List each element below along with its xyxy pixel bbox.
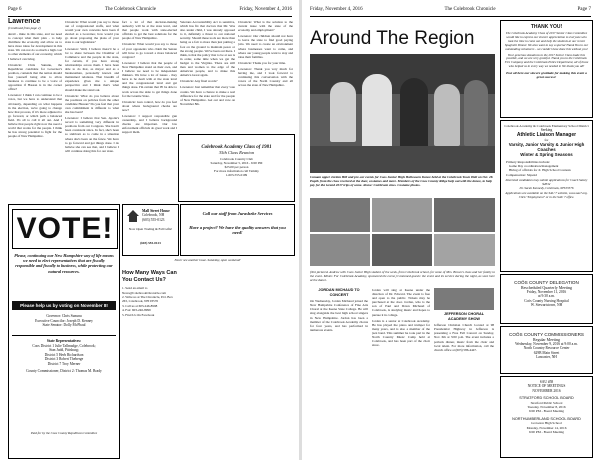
project-offer: Have a project? We have the quality answers that you need! [189,225,286,236]
job-school: Colebrook Academy & Colebrook Elementary School District [504,124,589,128]
vote-ad [8,204,120,459]
contact-item: 3. Call us at 603-246-8998 [122,303,158,308]
event-photo [310,234,370,266]
photo-grid [310,198,495,266]
vote-reps [12,339,116,373]
story-col-2 [372,288,430,456]
story-paragraph: Jordan will sing at Keene under the direction of Dr. Edward. The event is free and open to the public. Tickets may be purchased at the door. Jordan, who is the son of Paul and Dawn Michaud of Colebrook, is studying music and hopes to pursue it in college. [372,288,430,317]
article-paragraph: Chronicle: What do you believe about the positions on policies from the other candidate Hassan? Do you feel that your own commitment is different to what she has been? [65,93,119,114]
story-paragraph: On Wednesday, Jordan Michaud joined the New Hampshire Conference of Fine Arts Choral at the Keene State College. He will sing alongside the best high school singers in New Hampshire. Jordan has been a member of the Colebrook Academy chorus for four years, and has performed in numerous events. [310,299,368,332]
rep-name: Coos District 1 Julie Tallmadge, Colebrook; [32,343,96,348]
rep-name: Stan Judd, Pittsburg; [49,348,79,353]
rep-name: District 5 Herb Richardson [44,352,84,357]
contact-title: How Many Ways Can You Contact Us? [122,270,177,283]
delegation-town: W. Stewartstown, NH [530,303,563,308]
story-heading: JEFFERSON CHORAL ACADEMY SHOW [443,312,485,321]
left-page-header [8,7,292,17]
job-season: Winter & Spring Seasons [520,152,573,158]
event-photo [434,234,495,266]
thank-you-ad [500,20,593,118]
story-col-1 [310,288,368,456]
commissioners-address: 629B Main Street [533,350,560,355]
governor-name: Chris Sununu [62,314,82,318]
job-contact: Dr. Sarah Kennedy, Colebrook, NH 03576 [519,185,574,190]
board-date: Tuesday, November 8, 2016 [527,405,566,410]
right-page-header [310,7,591,17]
page-title: Around The Region [310,28,475,49]
sau-title: NOTICE OF MEETINGS [527,384,566,389]
article-paragraph: Lawrence: Just remember that every vote counts. We have a chance to make a real difference for the state and for the people of New Hampshire. Get out and vote on November 8th. [180,85,235,106]
reunion-title: Colebrook Academy Class of 1981 [201,145,272,150]
delegation-title: COÖS COUNTY DELEGATION [514,280,579,285]
continued-note: (Continued from page 2) [8,26,41,30]
reunion-when: Saturday, November 5, 2016 - 6:00 PM [210,161,263,165]
job-for: for [544,138,549,142]
reunion-location: Colebrook Country Club [220,157,253,161]
commissioners-subtitle: Regular Meeting [533,337,560,342]
article-paragraph: Lawrence: I believe that the people of New Hampshire stand on their own, and I believe we need to be independent thinkers. We have a lot of issues - they have to be dealt with at the state level and the congressional level and get things done. I'm certain that I'll be able to work across the aisle to get things done for the Granite State. [122,60,177,98]
rep-name: District 3 Robert Theberge [44,357,84,362]
paid-for-note: Paid for by the Coos County Republican Committee [30,431,98,435]
article-paragraph: Chronicle: What would you say to those of your opponents who claim the Senate will have to go toward a more balanced congress? [122,42,177,59]
commissioners-place: North Country Resource Center [523,346,570,351]
mall-street-note: Now Open Trading & Fall Gifts! [128,227,173,231]
project-tagline: Call our staff from Jurasheke Services [202,211,273,216]
contact-item: 2. Write us at The Chronicle, P.O. Box 263, Colebrook, NH 03576 [122,295,173,304]
dance-photo [310,54,495,173]
sau-subtitle: NOVEMBER 2016 [532,388,561,393]
job-duty: Hiring of officials for Jr. High School Contests [509,167,571,172]
mall-street-header [142,209,176,222]
article-paragraph: Lawrence: Well, I believe there'd be a lot to share between the Chamber of Commerce and the people in the state, for certain, if you have strong relationships across them. I have been able to do that, as mayor and as a businessman, personally known and maintained relations. That breadth of experience gives me a unique perspective and I think that's what should make me stand out. [65,46,119,92]
contact-list [122,286,177,317]
athletic-job-ad [500,120,593,272]
viewers-note: Never see another issue. Saturday, open weekend! [174,258,241,262]
job-apply: Interested candidates may submit applications for Coach Salary $28/hr [505,177,588,186]
reunion-contact: For more information call Tammy [214,169,259,173]
divider [12,335,116,336]
article-paragraph: Lawrence: Thank you very much for having me, and I look forward to continuing this conversation with the voters of the North Country and all across the state of New Hampshire. [238,66,293,88]
article-paragraph: Lawrence: Our children should not have to leave the state to find good paying jobs. We need to create an environment where businesses want to come, and where our young people want to stay and raise their families. [238,34,293,59]
article-paragraph: Chronicle: Thank you for your time. [238,60,286,65]
job-heading: Seeking [540,128,553,132]
reunion-subtitle: 35th Class Reunion [218,150,255,155]
thank-you-note: Your generous donations to the 2017 Senior Class made this possible, and we are very grateful. Thank you to the Colebrook Fire Company and the Colebrook Police Department, all of those who helped us in every way we needed it. We thank you all! [504,52,589,69]
story-paragraph: Jefferson Christian Church located at 98 Presidential Highway in Jefferson is presenting a Free Fall Concert on Sunday, Nov. 6th at 3:00 p.m. The event includes a potluck dinner, music from the choir and local talent. For more information, call the church office at (603) 586-4447. [434,323,494,352]
article-col-5 [238,20,293,130]
thank-you-title: THANK YOU! [530,24,563,30]
delegation-time: at 9:30 a.m. [538,294,555,299]
sau-meetings-ad [500,376,593,458]
page-number: Page 6 [8,7,22,12]
article-paragraph: Chronicle: What is the solution to the current issue with the state of the economy and employment? [238,20,293,33]
story-col-3 [434,288,494,456]
job-position: Athletic Liaison Manager [516,132,577,138]
board-place: Groveton High School [531,421,562,426]
senator-label: State Senator: [42,323,63,328]
job-sports: Varsity, Junior Varsity & Junior High Coaches [508,142,585,153]
event-photo [310,198,370,232]
event-photo [372,234,432,266]
house-icon [126,209,140,223]
job-deadline: Applications are available on the SAU 7 website, www.sau7.org. Click "Employment" or in the SAU 7 office. [505,190,588,199]
contact-item: 1. Send an email to News@ColebrookChronicle.com [122,286,166,295]
photo-caption: Canaan upper Jordan Hill and pre-car events for Coos Junior High Halloween Dance held at the Colebrook Town Hall on Oct. 28. Pupils from the class received at the door, costumes and more. Members of the Coos County Ridge help out with the dance, to help pay for the Grand 2017 trips of some. Above: Colebrook class. Costume photos. [310,175,494,188]
sau-org: SAU #58 [539,380,554,384]
delegation-ad [500,274,593,324]
news-contact-ad [122,270,177,457]
paper-name: The Colebrook Chronicle [104,7,156,12]
mall-street-phone: (603) 555-0123 [142,217,165,222]
vote-message: Please, continuing our New Hampshire way of life means we need to elect representatives that are fiscally responsible and fiscally to business, while protecting our natural resources. [14,253,114,274]
mall-street-name: Mall Street House [142,209,170,213]
job-duties-label: Primary Responsibilities include: [506,159,550,164]
event-photo [372,198,432,232]
article-paragraph: Chronicle: Any final words? [180,79,218,84]
story-photo [434,288,494,310]
governor-label: Governor: [46,314,62,318]
vote-candidates-top [12,314,116,328]
job-duty: Game Day coordination/management [509,163,559,168]
commissioners-date: Wednesday, November 9, 2016 at 9:00 a.m. [515,342,578,346]
board-place: Stratford Public School [530,401,563,406]
commissioners-title: COÖS COUNTY COMMISSIONERS [509,332,584,337]
mall-street-ad [122,204,179,256]
article-paragraph: fact a lot of that decision-making authority will be at the state level, and that people work with state-elected officials to get the best solutions for the people of New Hampshire. [122,20,177,41]
county-name: Thomas M. Brady [75,368,102,373]
issue-date: Friday, November 4, 2016 [239,7,292,12]
article-paragraph: Lawrence: I think I can continue to be a voice, but we have to understand that obviously, depending on what happens in the election, we're going to change how that process, if it's more adjusted to go forward, or which path a balanced field. It's all to call it all out. And I believe that people right now the need a world that works for the people. I think he has strong potential to fight for the people of New Hampshire. [8,93,62,139]
reunion-price: $25.00 per person [224,165,249,169]
article-col-4 [180,20,235,130]
article-paragraph: Lawrence: I believe that Sen. Ayotte's record is something very different in positions from our Congress. She hasn't been consistent since. In fact, she's been so stubborn as to come in a situation where she's been on the fence. We have to go forward and get things done. I do believe she can see that, and I believe I will continue doing this for our state. [65,116,119,153]
story-paragraph: Jordan is a senior at Colebrook Academy. He has played the piano and trumpet for many years, and is also a member of the jazz band. This summer he took part in the North Country Music Camp held at Colebrook, and has been part of the choir since. [372,318,430,348]
article-paragraph: Chronicle: Gun control, how do you feel about where background checks are now? [122,99,177,112]
contact-item: 4. Fax: 603-246-8999 [122,308,151,313]
section-title: Lawrence [8,18,41,25]
event-photo [434,198,495,232]
mall-street-phone-large: (603) 555-0123 [140,241,161,245]
exec-council-label: Executive Councilor: [35,318,66,323]
vote-headline: VOTE! [12,209,118,249]
vote-cta: Please help us by voting on November 8! [12,301,116,310]
thank-you-body: The Colebrook Academy Class of 2017 Senior Class Committee would like to express our sincere appreciation to everyone who took the time to come out and help the students at our recent Spaghetti Dinner. We also want to say a special Thank You to our outstanding volunteers - we couldn't have done this without you! [504,31,589,51]
story-intro: (Not pictured. Andrew with Coos Junior High student of the week, from Colebrook school, for some of Mrs. Brown's class and her family to the event. Mister. For Colebrook Academy, sponsored the event.) Costumed guests: the event and its service during the night, as seen here at the dance. [310,270,495,283]
mall-street-address: Colebrook, NH [142,213,165,218]
thank-you-close: Post all here our sincere gratitude for making this event a great success! [506,71,587,80]
reunion-ad [178,134,295,202]
article-paragraph: Chronicle: What would you say to those out of congressional staffs, and what would your own concerns have been if elected as a Governor, how would you go about proposing the plans of your state to our legislature? [65,20,119,45]
article-paragraph: Lawrence: I support responsible gun ownership, and I believe background checks are important. Our law enforcement officials do great work and I support them. [122,113,177,135]
board-name: STRATFORD SCHOOL BOARD [519,396,574,401]
right-page [302,0,599,460]
article-paragraph: derail - mine in this state, and we need to concept what their plan - to help distribute the economy and allow us to have more ideas for development in this state. We can not do so much a high cost to other elements of our economy, which I believe I can bring. [8,32,62,61]
county-label: County Commissioner, District 2: [26,368,75,373]
story-heading: JORDAN MICHAUD TO CONCERT [318,288,360,297]
commissioners-town: Lancaster, NH [536,355,557,360]
issue-date: Friday, November 4, 2016 [310,7,363,12]
job-compensation: Compensation: Stipend [506,172,537,177]
page-number: Page 7 [577,7,591,12]
paper-name: The Colebrook Chronicle [444,7,496,12]
contact-item: 5. Find Us On Facebook [122,312,155,317]
delegation-place: Coös County Nursing Hospital [524,298,569,303]
project-ad [180,204,295,256]
article-col-3 [122,20,177,200]
article-col-2 [65,20,119,200]
board-name: NORTHUMBERLAND SCHOOL BOARD [512,416,581,421]
article-paragraph: Chronicle: Chris Sununu, the Republican candidate for Governor's position, contends that the nation should free yourself being able to allow business to continue to be a voice of opposition if Hassan is in the corner office? [8,62,62,92]
senator-name: Dolly McPhaul [63,323,86,328]
delegation-subtitle: Rescheduled Quarterly Meeting [520,285,573,290]
exec-council-name: Joseph D. Kenney [66,318,93,323]
rep-name: District 7 Troy Merner [47,361,81,366]
board-time: 6:00 PM - Board Meeting [528,409,565,414]
commissioners-ad [500,326,593,374]
board-time: 6:00 PM - Board Meeting [528,429,565,434]
delegation-date: Friday, November 11, 2016 [526,290,567,294]
board-date: Monday, November 14, 2016 [526,425,567,430]
article-paragraph: Veterans Accountability Act to sensitive, which has fix that doctors that Mr. Was also under child, I was already opposed to it, definitely a threat to our national security. Should these tools are more than being as a fair to more than just putting a foot on the ground to maintain peace or the strong people. We've been out there. I think, is that the policy that to be at sea is in order, some time when we get the budget to the Virginia. There are still men and women to the edge of the American people, and to make this America Great again. [180,20,235,78]
reps-title: State Representatives: [46,339,82,343]
reunion-phone: 1-603-555-0199 [225,173,248,177]
